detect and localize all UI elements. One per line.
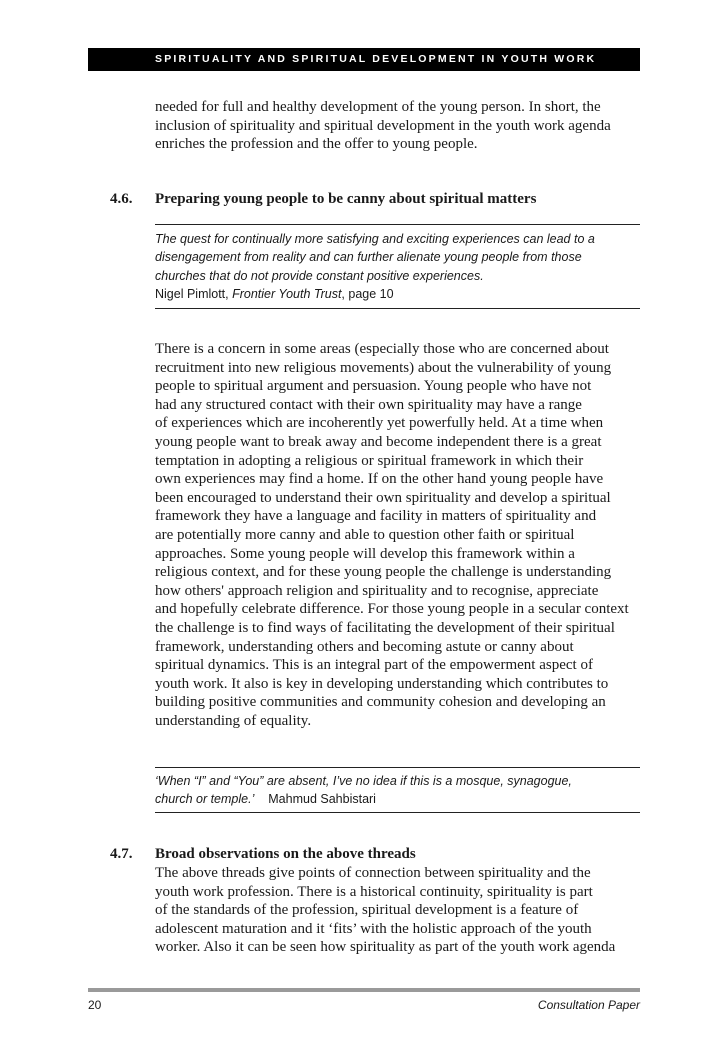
- text-line: the challenge is to find ways of facilitating the development of their spiritual: [155, 619, 615, 636]
- page-number: 20: [88, 998, 102, 1012]
- text-line: temptation in adopting a religious or spiritual framework in which their: [155, 452, 584, 469]
- footer-rule: [88, 988, 640, 992]
- text-line: inclusion of spirituality and spiritual development in the youth work agenda: [155, 117, 611, 134]
- text-line: understanding of equality.: [155, 712, 312, 729]
- text-line: religious context, and for these young people the challenge is understanding: [155, 564, 612, 581]
- section-heading: Broad observations on the above threads: [155, 846, 416, 862]
- quote-line: ‘When “I” and “You” are absent, I’ve no idea if this is a mosque, synagogue,: [155, 774, 572, 788]
- quote-source: Frontier Youth Trust: [232, 286, 342, 301]
- text-line: framework, understanding others and becoming astute or canny about: [155, 638, 574, 655]
- text-line: enriches the profession and the offer to young people.: [155, 136, 478, 153]
- text-line: own experiences may find a home. If on the other hand young people have: [155, 471, 604, 488]
- text-line: of experiences which are incoherently yet powerfully held. At a time when: [155, 415, 604, 432]
- running-header: [88, 48, 640, 71]
- text-line: adolescent maturation and it ‘fits’ with the holistic approach of the youth: [155, 920, 592, 937]
- text-line: how others' approach religion and spirituality and to recognise, appreciate: [155, 582, 599, 599]
- text-line: building positive communities and community cohesion and developing an: [155, 694, 606, 711]
- pull-quote-2: [155, 767, 640, 813]
- quote-page: , page 10: [341, 286, 394, 301]
- text-line: There is a concern in some areas (especially those who are concerned about: [155, 341, 609, 357]
- quote-author: Nigel Pimlott,: [155, 286, 233, 301]
- text-line: framework they have a language and facility in matters of spirituality and: [155, 508, 597, 525]
- running-header-title: SPIRITUALITY AND SPIRITUAL DEVELOPMENT IN YOUTH WORK: [155, 53, 597, 65]
- quote-line: disengagement from reality and can further alienate young people from those: [155, 250, 582, 265]
- section-number: 4.6.: [110, 191, 133, 207]
- section-heading: Preparing young people to be canny about spiritual matters: [155, 191, 537, 207]
- text-line: people to spiritual argument and persuasion. Young people who have not: [155, 378, 592, 395]
- text-line: of the standards of the profession, spiritual development is a feature of: [155, 902, 579, 919]
- body-paragraph: [155, 340, 645, 730]
- text-line: young people want to break away and become independent there is a great: [155, 433, 602, 450]
- pull-quote: [155, 224, 640, 309]
- quote-line: church or temple.’: [155, 792, 255, 807]
- quote-author: Mahmud Sahbistari: [268, 792, 376, 807]
- text-line: recruitment into new religious movements) about the vulnerability of young: [155, 359, 612, 376]
- text-line: are potentially more canny and able to question other faith or spiritual: [155, 526, 575, 543]
- text-line: worker. Also it can be seen how spirituality as part of the youth work agenda: [155, 939, 616, 956]
- quote-line: The quest for continually more satisfying and exciting experiences can lead to a: [155, 232, 595, 246]
- text-line: youth work. It also is key in developing understanding which contributes to: [155, 675, 609, 692]
- quote-line: churches that do not provide constant positive experiences.: [155, 268, 484, 283]
- text-line: spiritual dynamics. This is an integral part of the empowerment aspect of: [155, 657, 593, 674]
- text-line: needed for full and healthy development of the young person. In short, the: [155, 99, 601, 115]
- text-line: and hopefully celebrate difference. For those young people in a secular context: [155, 601, 629, 618]
- text-line: been encouraged to understand their own spirituality and develop a spiritual: [155, 489, 611, 506]
- footer-document-title: Consultation Paper: [537, 998, 640, 1012]
- quote-attribution: [155, 285, 640, 303]
- continued-paragraph: [155, 98, 645, 154]
- body-paragraph: [155, 864, 645, 957]
- section-number: 4.7.: [110, 846, 133, 862]
- text-line: had any structured contact with their own spirituality may have a range: [155, 396, 582, 413]
- text-line: approaches. Some young people will develop this framework within a: [155, 545, 575, 562]
- text-line: youth work profession. There is a historical continuity, spirituality is part: [155, 883, 593, 900]
- quote-attribution: [155, 790, 640, 808]
- text-line: The above threads give points of connection between spirituality and the: [155, 865, 591, 881]
